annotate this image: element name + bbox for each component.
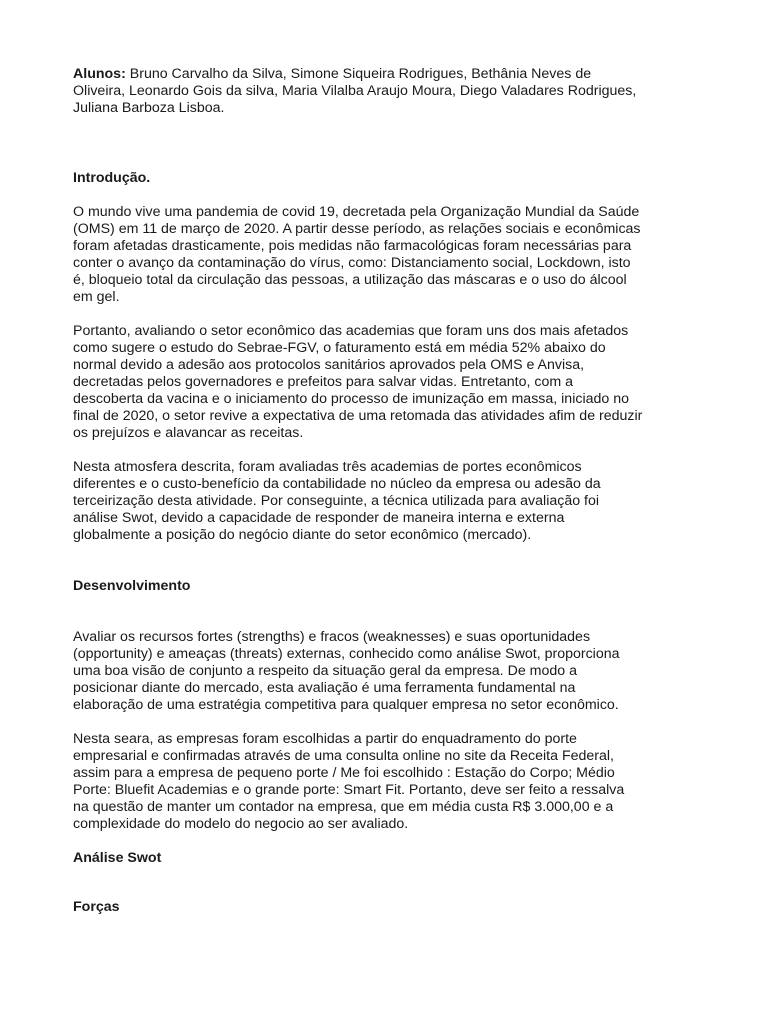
authors-names: Bruno Carvalho da Silva, Simone Siqueira Rodrigues, Bethânia Neves de Oliveira, Leonardo Gois da silva, Maria Vilalba Araujo Moura, Diego Valadares Rodrigues, Juliana Barboza Lisboa.: [73, 66, 637, 116]
forces-heading: Forças: [73, 899, 120, 915]
swot-heading: Análise Swot: [73, 850, 162, 866]
authors-label: Alunos:: [73, 66, 126, 82]
introduction-heading: Introdução.: [73, 170, 151, 186]
development-heading: Desenvolvimento: [73, 578, 191, 594]
introduction-paragraph-2: Portanto, avaliando o setor econômico das academias que foram uns dos mais afetados como sugere o estudo do Sebrae-FGV, o faturamento está em média 52% abaixo do normal devido a adesão aos protocolos sanitários aprovados pela OMS e Anvisa, decretadas pelos governadores e prefeitos para salvar vidas. Entretanto, com a descoberta da vacina e o iniciamento do processo de imunização em massa, iniciado no final de 2020, o setor revive a expectativa de uma retomada das atividades afim de reduzir os prejuízos e alavancar as receitas.: [73, 323, 643, 441]
authors-line: [73, 66, 701, 117]
development-paragraph-2: Nesta seara, as empresas foram escolhidas a partir do enquadramento do porte empresarial e confirmadas através de uma consulta online no site da Receita Federal, assim para a empresa de pequeno porte / Me foi escolhido : Estação do Corpo; Médio Porte: Bluefit Academias e o grande porte: Smart Fit. Portanto, deve ser feito a ressalva na questão de manter um contador na empresa, que em média custa R$ 3.000,00 e a complexidade do modelo do negocio ao ser avaliado.: [73, 731, 625, 832]
document-page: [73, 66, 701, 916]
introduction-paragraph-3: Nesta atmosfera descrita, foram avaliadas três academias de portes econômicos diferentes e o custo-benefício da contabilidade no núcleo da empresa ou adesão da terceirização desta atividade. Por conseguinte, a técnica utilizada para avaliação foi análise Swot, devido a capacidade de responder de maneira interna e externa globalmente a posição do negócio diante do setor econômico (mercado).: [73, 459, 601, 543]
development-paragraph-1: Avaliar os recursos fortes (strengths) e fracos (weaknesses) e suas oportunidades (opportunity) e ameaças (threats) externas, conhecido como análise Swot, proporciona uma boa visão de conjunto a respeito da situação geral da empresa. De modo a posicionar diante do mercado, esta avaliação é uma ferramenta fundamental na elaboração de uma estratégia competitiva para qualquer empresa no setor econômico.: [73, 629, 620, 713]
introduction-paragraph-1: O mundo vive uma pandemia de covid 19, decretada pela Organização Mundial da Saúde (OMS) em 11 de março de 2020. A partir desse período, as relações sociais e econômicas foram afetadas drasticamente, pois medidas não farmacológicas foram necessárias para conter o avanço da contaminação do vírus, como: Distanciamento social, Lockdown, isto é, bloqueio total da circulação das pessoas, a utilização das máscaras e o uso do álcool em gel.: [73, 204, 641, 305]
